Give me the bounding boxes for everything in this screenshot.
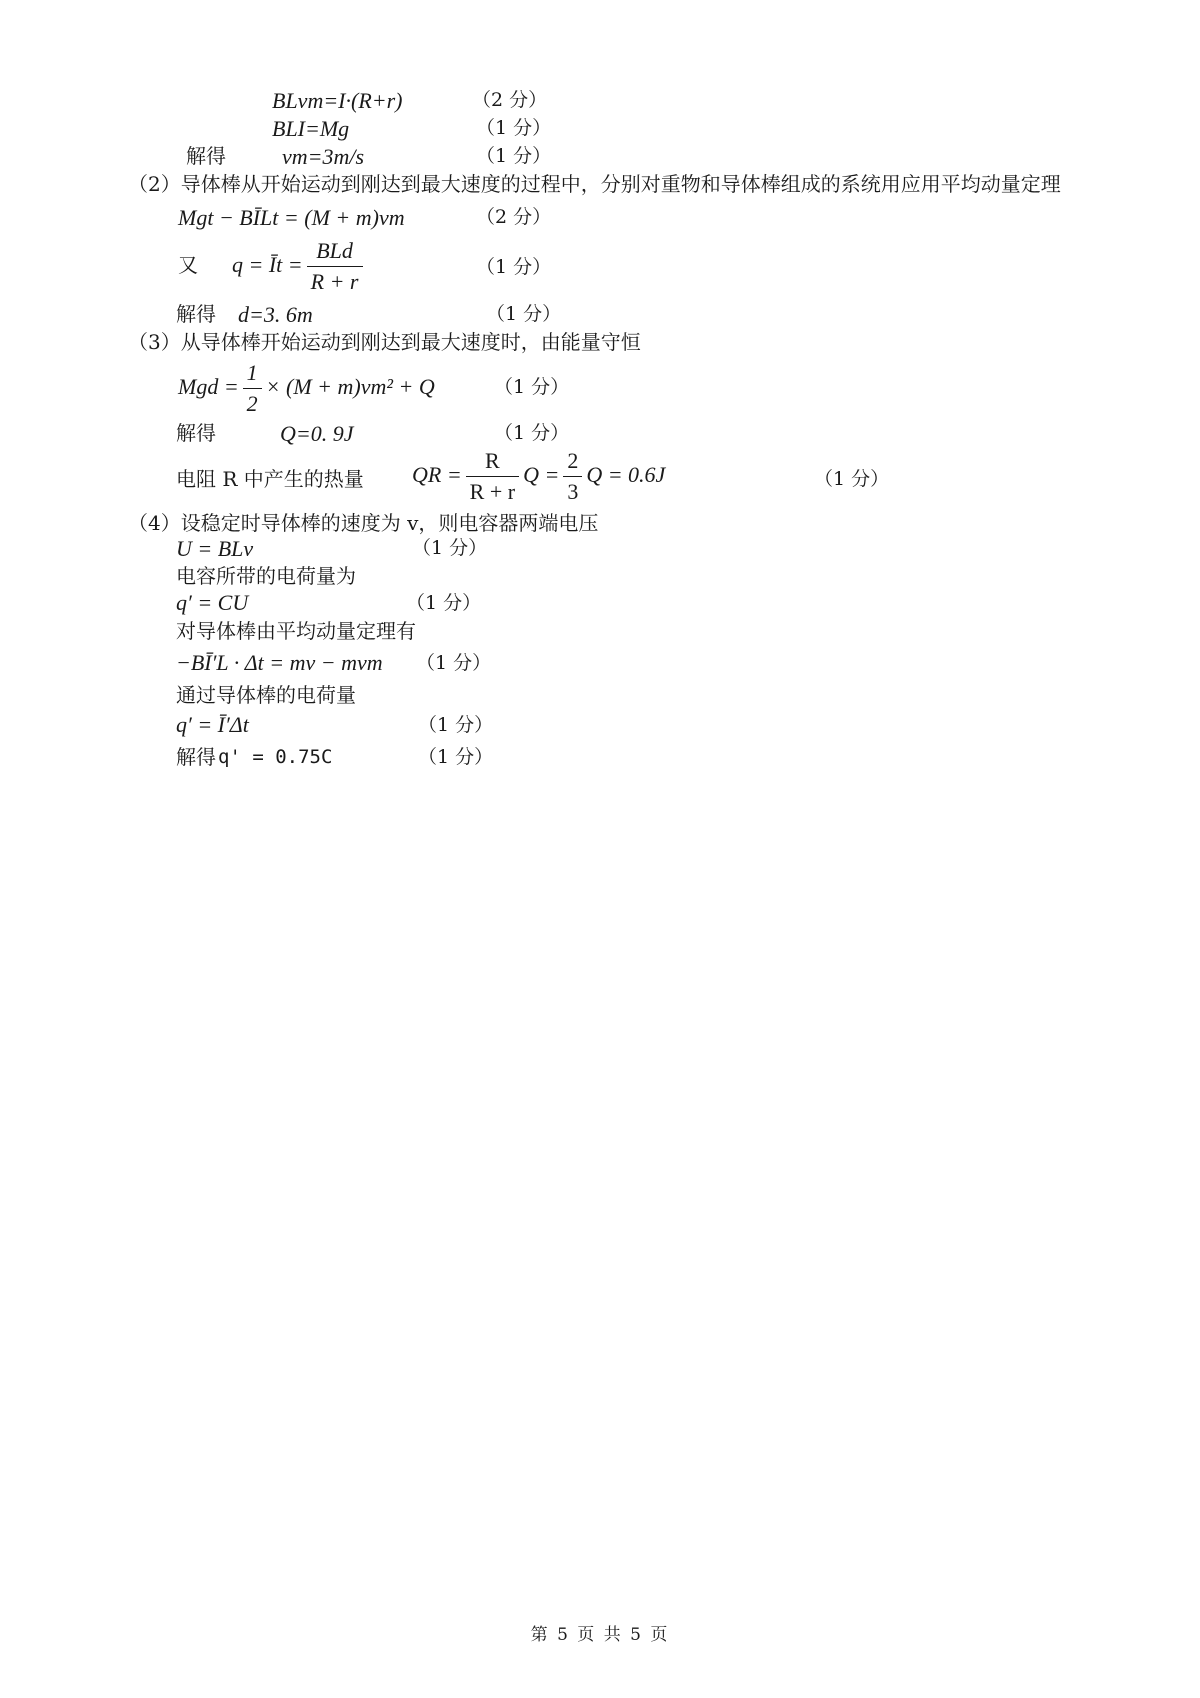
eq-charge-fraction <box>307 237 363 296</box>
solve-label-1: 解得 <box>186 144 226 168</box>
eq-force: BLI=Mg <box>272 116 350 141</box>
eq-charge-4: q′ = Ī′Δt <box>176 712 249 737</box>
eq-charge-num: BLd <box>307 237 363 267</box>
eq-energy-lhs: Mgd = <box>178 374 239 399</box>
score-eq-capacitor: （1 分） <box>406 592 482 614</box>
eq-heat-lhs: QR = <box>412 462 462 487</box>
score-eq-voltage: （1 分） <box>412 537 488 559</box>
eq-heat-den-1: R + r <box>469 479 516 505</box>
score-eq-heat: （1 分） <box>814 468 890 490</box>
capacitor-label: 电容所带的电荷量为 <box>176 564 356 588</box>
score-eq-force: （1 分） <box>476 117 552 139</box>
part4-heading: （4）设稳定时导体棒的速度为 v，则电容器两端电压 <box>128 511 599 535</box>
eq-heat-mid: Q = <box>523 462 560 487</box>
score-eq-charge-4: （1 分） <box>418 714 494 736</box>
solve-label-2: 解得 <box>176 302 216 326</box>
score-result-vm: （1 分） <box>476 145 552 167</box>
charge-label: 通过导体棒的电荷量 <box>176 683 356 707</box>
part3-heading: （3）从导体棒开始运动到刚达到最大速度时，由能量守恒 <box>128 330 641 354</box>
score-eq-momentum-2: （2 分） <box>476 206 552 228</box>
part2-heading: （2）导体棒从开始运动到刚达到最大速度的过程中，分别对重物和导体棒组成的系统用应用平均动量定理 <box>128 172 1061 196</box>
eq-charge-2 <box>232 236 367 296</box>
eq-emf: BLvm=I·(R+r) <box>272 88 403 113</box>
result-q: Q=0. 9J <box>280 421 354 446</box>
eq-charge-lhs: q = Īt = <box>232 252 303 277</box>
result-d: d=3. 6m <box>238 302 313 327</box>
eq-momentum-2: Mgt − BĪLt = (M + m)vm <box>178 205 405 230</box>
eq-heat-fraction-2 <box>563 447 582 506</box>
final-result: q' = 0.75C <box>218 746 333 768</box>
eq-heat-den-2: 3 <box>567 479 579 505</box>
eq-heat-rhs: Q = 0.6J <box>586 462 666 487</box>
score-result-d: （1 分） <box>486 303 562 325</box>
final-label: 解得 <box>176 745 216 769</box>
score-result-q: （1 分） <box>494 422 570 444</box>
also-label: 又 <box>178 253 198 277</box>
eq-heat-fraction-1 <box>466 447 519 506</box>
eq-energy <box>178 358 435 418</box>
momentum-label: 对导体棒由平均动量定理有 <box>176 619 416 643</box>
score-final-result: （1 分） <box>418 746 494 768</box>
eq-energy-fraction <box>243 359 262 418</box>
score-eq-charge-2: （1 分） <box>476 256 552 278</box>
eq-energy-rhs: × (M + m)vm² + Q <box>265 374 435 399</box>
solve-label-3: 解得 <box>176 421 216 445</box>
heat-label: 电阻 R 中产生的热量 <box>176 467 364 491</box>
eq-voltage: U = BLv <box>176 536 254 561</box>
score-eq-momentum-4: （1 分） <box>416 652 492 674</box>
eq-energy-den: 2 <box>246 391 258 417</box>
eq-heat-num-1: R <box>466 447 519 477</box>
score-eq-emf: （2 分） <box>472 89 548 111</box>
eq-capacitor: q′ = CU <box>176 590 249 615</box>
score-eq-energy: （1 分） <box>494 376 570 398</box>
eq-heat <box>412 446 665 506</box>
eq-charge-den: R + r <box>310 269 359 295</box>
eq-energy-num: 1 <box>243 359 262 389</box>
result-vm: vm=3m/s <box>282 144 365 169</box>
eq-heat-num-2: 2 <box>563 447 582 477</box>
page-footer: 第 5 页 共 5 页 <box>530 1625 670 1645</box>
eq-momentum-4: −BĪ′L · Δt = mv − mvm <box>176 650 383 675</box>
